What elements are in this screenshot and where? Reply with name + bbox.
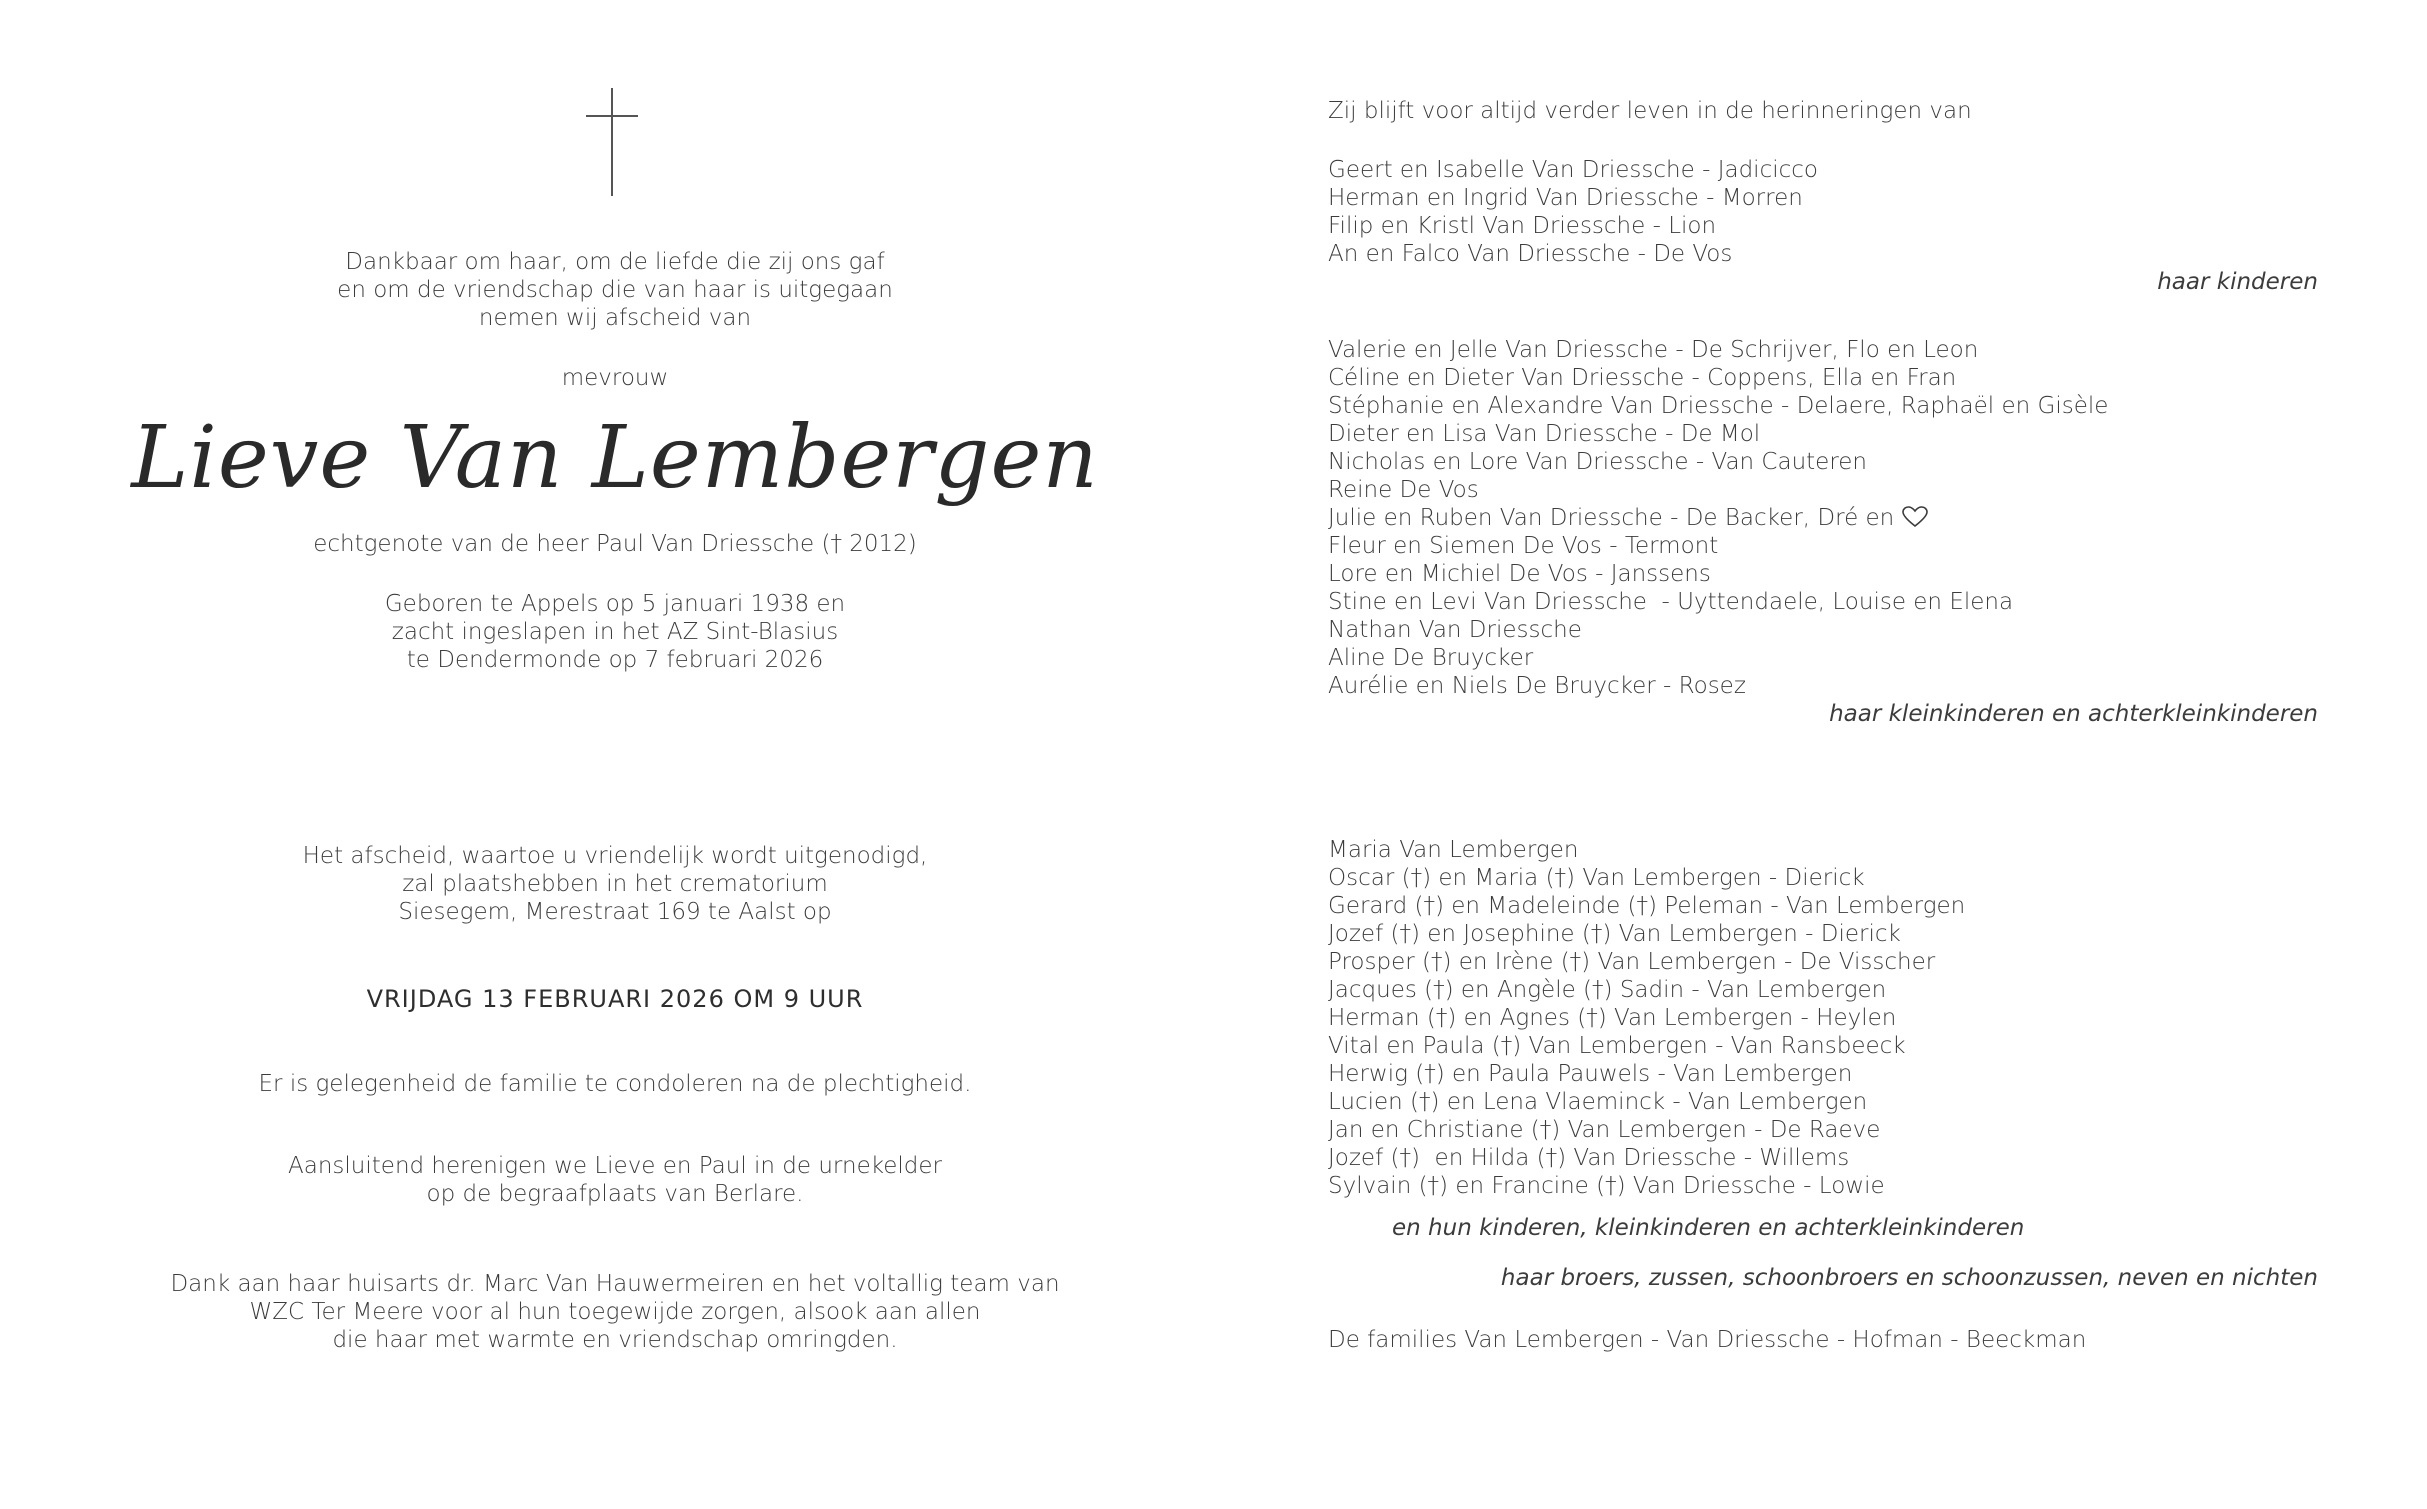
- farewell-line: Siesegem, Merestraat 169 te Aalst op: [398, 899, 832, 925]
- farewell-line: zal plaatshebben in het crematorium: [402, 871, 828, 897]
- list-item: Jozef (†) en Hilda (†) Van Driessche - Willems: [1328, 1145, 1850, 1171]
- siblings-list: [1328, 836, 2318, 1200]
- list-item-text: Julie en Ruben Van Driessche - De Backer, Dré en: [1328, 505, 1902, 531]
- list-item: Céline en Dieter Van Driessche - Coppens, Ella en Fran: [1328, 365, 1957, 391]
- intro-line: nemen wij afscheid van: [478, 305, 752, 331]
- list-item: Filip en Kristl Van Driessche - Lion: [1328, 213, 1717, 239]
- list-item: Stine en Levi Van Driessche - Uyttendaele, Louise en Elena: [1328, 589, 2014, 615]
- spouse-text: echtgenote van de heer Paul Van Driessche († 2012): [313, 531, 917, 557]
- list-item: Jozef (†) en Josephine (†) Van Lembergen - Dierick: [1328, 921, 1901, 947]
- right-page: [1328, 0, 2328, 1509]
- list-item: Herman en Ingrid Van Driessche - Morren: [1328, 185, 1803, 211]
- list-item: Prosper (†) en Irène (†) Van Lembergen - De Visscher: [1328, 949, 1936, 975]
- list-item: Oscar (†) en Maria (†) Van Lembergen - Dierick: [1328, 865, 1865, 891]
- memory-intro-text: Zij blijft voor altijd verder leven in de herinneringen van: [1328, 98, 1972, 124]
- farewell-line: Het afscheid, waartoe u vriendelijk wordt uitgenodigd,: [302, 843, 928, 869]
- list-item: Lucien (†) en Lena Vlaeminck - Van Lembergen: [1328, 1089, 1868, 1115]
- list-item: Maria Van Lembergen: [1328, 837, 1579, 863]
- siblings-note: en hun kinderen, kleinkinderen en achterkleinkinderen: [1392, 1215, 2025, 1241]
- grandchildren-label: haar kleinkinderen en achterkleinkinderen: [1829, 701, 2318, 727]
- list-item: Fleur en Siemen De Vos - Termont: [1328, 533, 1719, 559]
- list-item: Jacques (†) en Angèle (†) Sadin - Van Lembergen: [1328, 977, 1887, 1003]
- list-item: Nathan Van Driessche: [1328, 617, 1582, 643]
- list-item: Aurélie en Niels De Bruycker - Rosez: [1328, 673, 1746, 699]
- reunite-text: [0, 1152, 1230, 1208]
- siblings-label: haar broers, zussen, schoonbroers en schoonzussen, neven en nichten: [1500, 1265, 2318, 1291]
- grandchildren-list: [1328, 336, 2318, 700]
- title-text: mevrouw: [561, 365, 669, 391]
- list-item: Stéphanie en Alexandre Van Driessche - Delaere, Raphaël en Gisèle: [1328, 393, 2109, 419]
- list-item: Gerard (†) en Madeleinde (†) Peleman - Van Lembergen: [1328, 893, 1966, 919]
- reunite-line: op de begraafplaats van Berlare.: [426, 1181, 804, 1207]
- cross-icon: [586, 88, 638, 196]
- list-item: Dieter en Lisa Van Driessche - De Mol: [1328, 421, 1761, 447]
- list-item: Herwig (†) en Paula Pauwels - Van Lembergen: [1328, 1061, 1853, 1087]
- list-item: Reine De Vos: [1328, 477, 1479, 503]
- thanks-line: Dank aan haar huisarts dr. Marc Van Hauwermeiren en het voltallig team van: [170, 1271, 1060, 1297]
- birth-text: [0, 590, 1230, 674]
- list-item: Nicholas en Lore Van Driessche - Van Cauteren: [1328, 449, 1868, 475]
- list-item: An en Falco Van Driessche - De Vos: [1328, 241, 1733, 267]
- list-item: Sylvain (†) en Francine (†) Van Driessche - Lowie: [1328, 1173, 1885, 1199]
- heart-icon: [1902, 504, 1928, 532]
- intro-text: [0, 248, 1230, 332]
- condolence-text: Er is gelegenheid de familie te condoleren na de plechtigheid.: [258, 1071, 972, 1097]
- reunite-line: Aansluitend herenigen we Lieve en Paul in de urnekelder: [288, 1153, 942, 1179]
- thanks-line: WZC Ter Meere voor al hun toegewijde zorgen, alsook aan allen: [249, 1299, 981, 1325]
- children-label: haar kinderen: [2157, 269, 2318, 295]
- birth-line: zacht ingeslapen in het AZ Sint-Blasius: [391, 619, 839, 645]
- list-item: [1328, 504, 2318, 532]
- intro-line: en om de vriendschap die van haar is uitgegaan: [337, 277, 893, 303]
- birth-line: te Dendermonde op 7 februari 2026: [406, 647, 824, 673]
- children-list: [1328, 156, 2318, 268]
- list-item: Geert en Isabelle Van Driessche - Jadicicco: [1328, 157, 1818, 183]
- memory-intro: [1328, 97, 2318, 125]
- thanks-text: [0, 1270, 1230, 1354]
- list-item: Lore en Michiel De Vos - Janssens: [1328, 561, 1711, 587]
- birth-line: Geboren te Appels op 5 januari 1938 en: [384, 591, 846, 617]
- thanks-line: die haar met warmte en vriendschap omringden.: [332, 1327, 898, 1353]
- ceremony-date: VRIJDAG 13 FEBRUARI 2026 OM 9 UUR: [366, 985, 864, 1013]
- farewell-text: [0, 842, 1230, 926]
- list-item: Herman (†) en Agnes (†) Van Lembergen - Heylen: [1328, 1005, 1897, 1031]
- deceased-name: Lieve Van Lembergen: [131, 408, 1099, 508]
- list-item: Jan en Christiane (†) Van Lembergen - De Raeve: [1328, 1117, 1881, 1143]
- families-text: De families Van Lembergen - Van Driessche - Hofman - Beeckman: [1328, 1327, 2087, 1353]
- list-item: Aline De Bruycker: [1328, 645, 1534, 671]
- list-item: Valerie en Jelle Van Driessche - De Schrijver, Flo en Leon: [1328, 337, 1979, 363]
- list-item: Vital en Paula (†) Van Lembergen - Van Ransbeeck: [1328, 1033, 1906, 1059]
- intro-line: Dankbaar om haar, om de liefde die zij ons gaf: [345, 249, 885, 275]
